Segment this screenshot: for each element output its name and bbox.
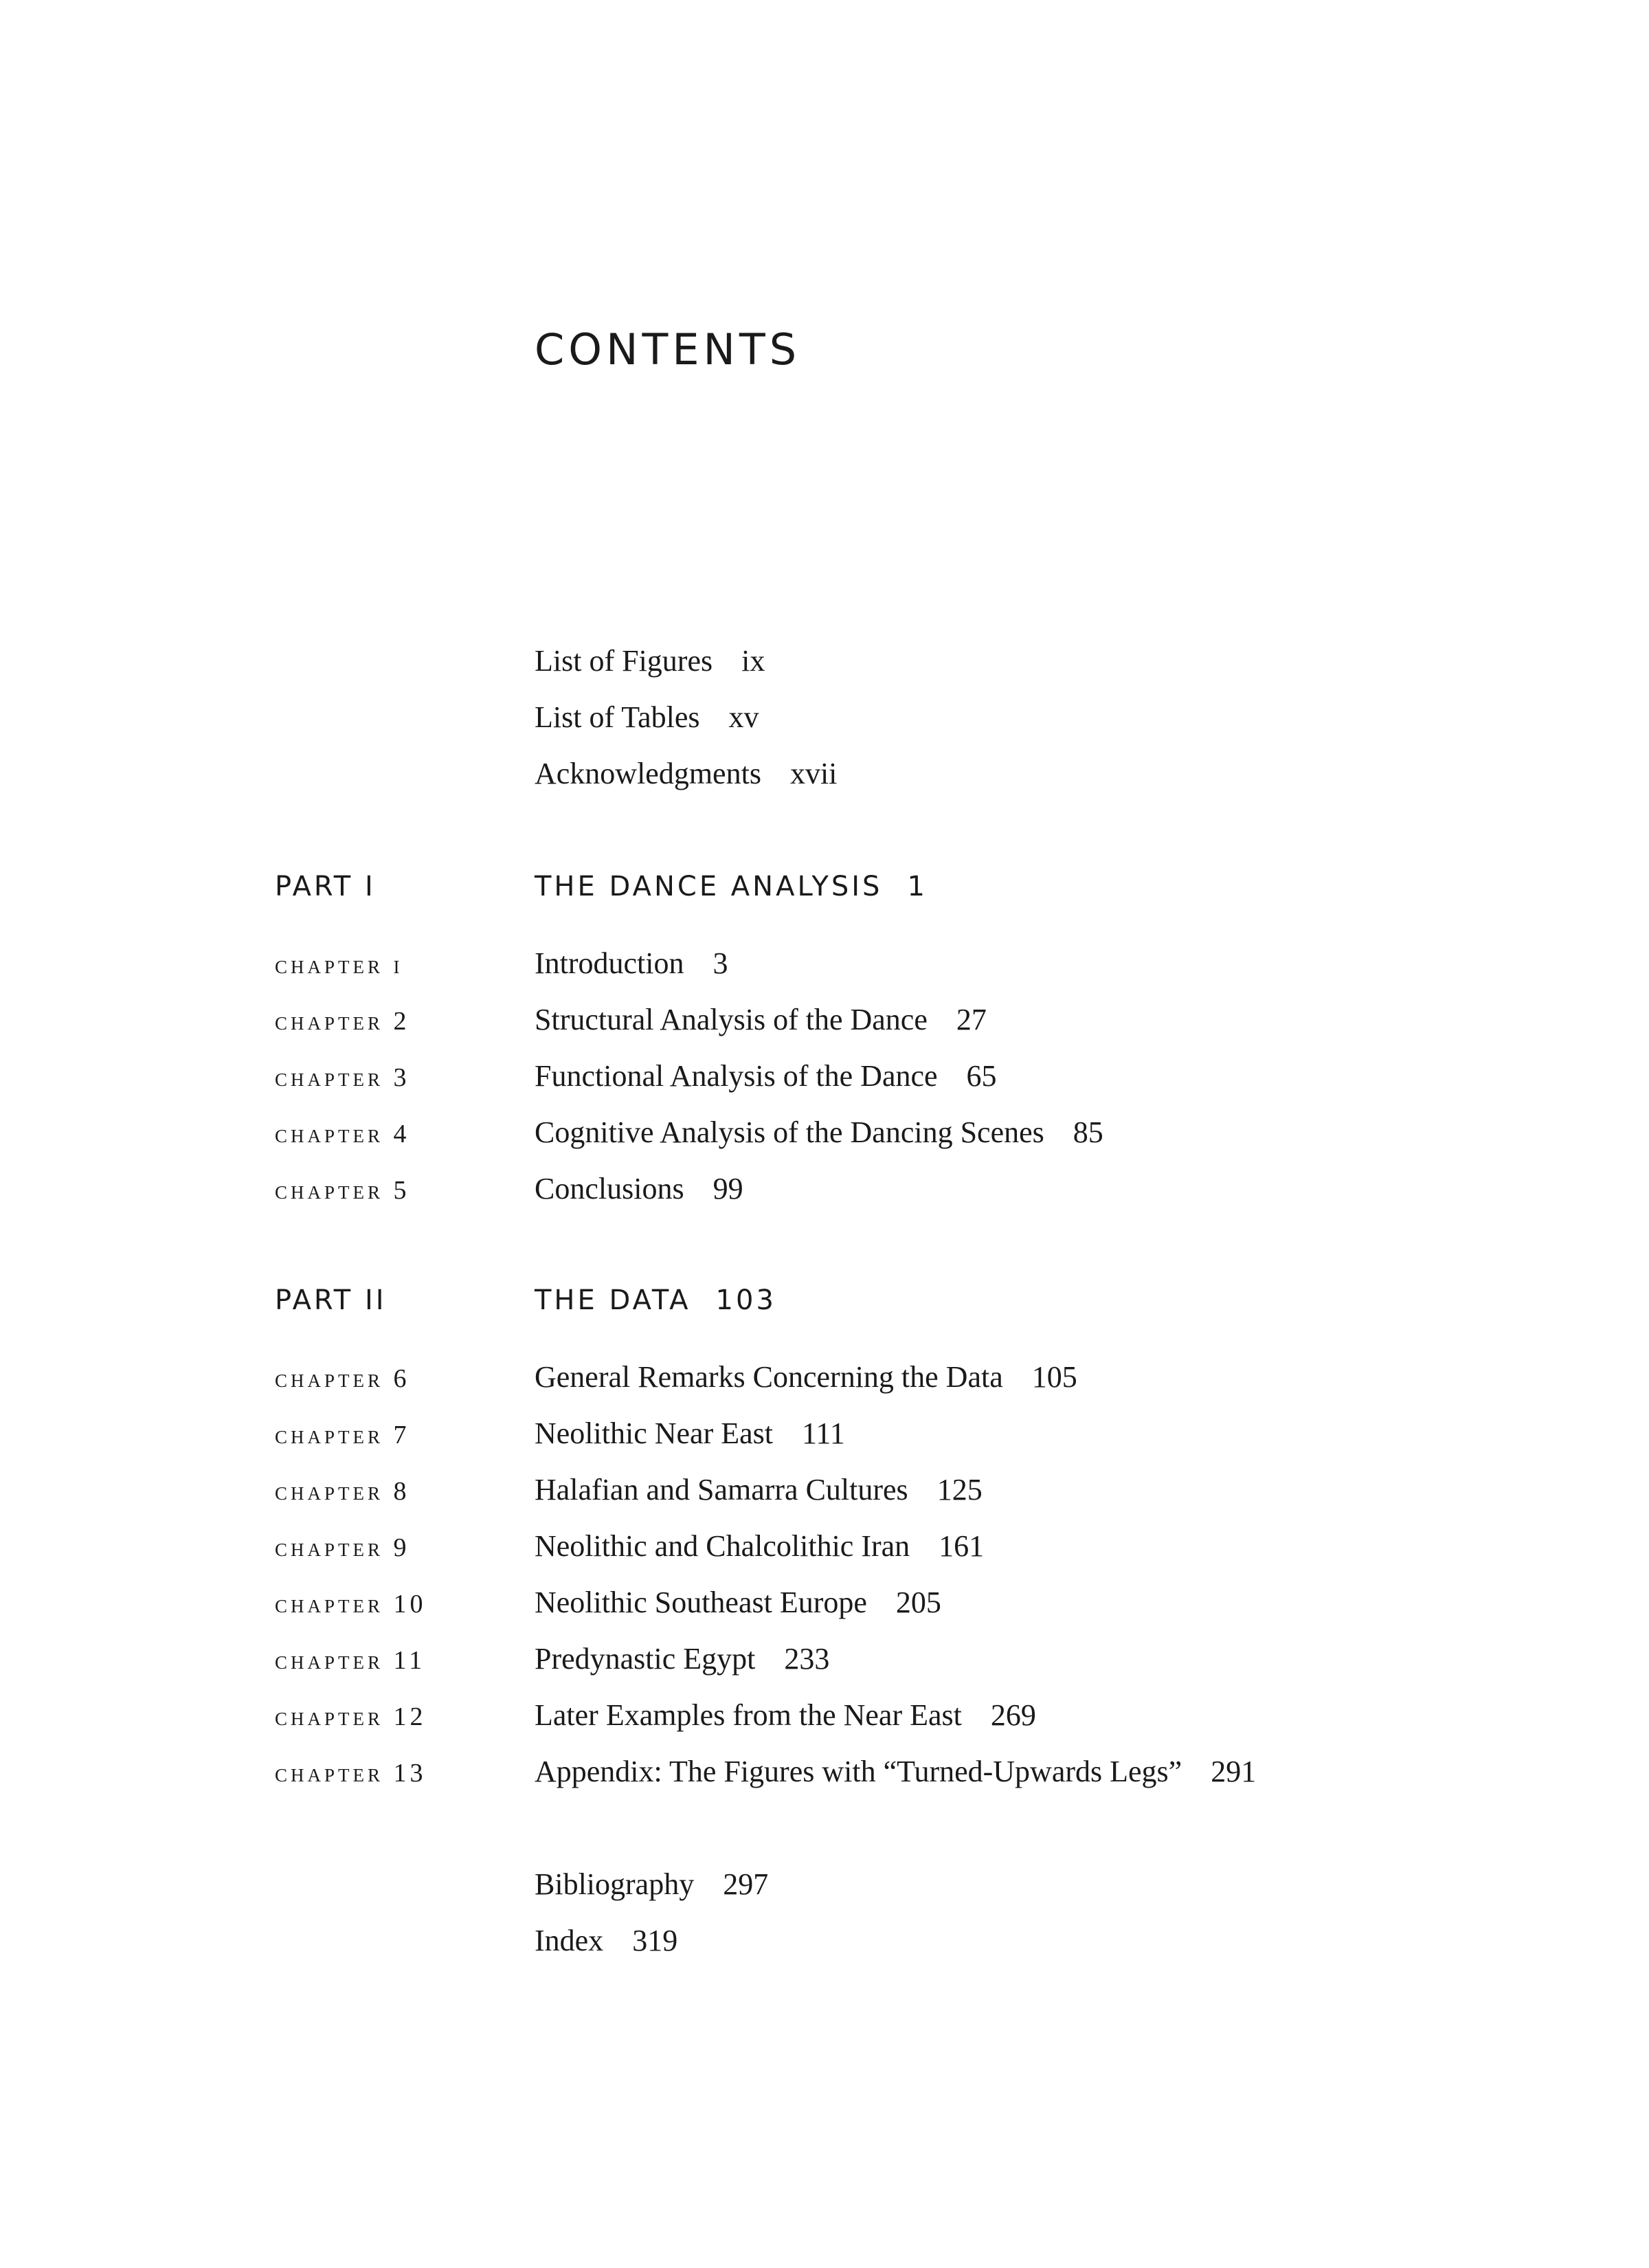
- part-title: [535, 1287, 776, 1314]
- entry-page: 111: [801, 1416, 845, 1450]
- entry-title: Neolithic Near East: [535, 1416, 773, 1450]
- entry-page: 85: [1073, 1115, 1103, 1149]
- chapter-label: chapter 6: [275, 1364, 410, 1393]
- entry-page: 105: [1031, 1360, 1077, 1394]
- entry-title: Introduction: [535, 946, 684, 980]
- front-matter-entry: [535, 702, 759, 733]
- chapter-label: chapter 7: [275, 1421, 410, 1449]
- back-matter-entry: [535, 1869, 768, 1900]
- entry-page: xv: [728, 700, 759, 734]
- entry-page: 65: [966, 1059, 997, 1093]
- entry-title: Later Examples from the Near East: [535, 1698, 962, 1732]
- entry-title: Conclusions: [535, 1172, 684, 1205]
- part-page: 1: [907, 871, 928, 902]
- front-matter-entry: [535, 759, 837, 789]
- entry-title: General Remarks Concerning the Data: [535, 1360, 1003, 1394]
- entry-page: 205: [895, 1586, 941, 1619]
- chapter-label: chapter i: [275, 950, 403, 979]
- page-title: CONTENTS: [535, 324, 801, 375]
- front-matter-entry: [535, 646, 765, 676]
- chapter-entry: [535, 1362, 1077, 1392]
- entry-page: 297: [723, 1867, 769, 1901]
- chapter-label: chapter 8: [275, 1477, 410, 1506]
- entry-title: Functional Analysis of the Dance: [535, 1059, 938, 1093]
- entry-title: Acknowledgments: [535, 757, 761, 790]
- entry-title: List of Tables: [535, 700, 700, 734]
- part-title-text: THE DATA: [535, 1285, 691, 1316]
- entry-page: ix: [741, 644, 765, 678]
- chapter-entry: [535, 1061, 997, 1091]
- entry-page: 319: [632, 1924, 678, 1957]
- entry-title: Appendix: The Figures with “Turned-Upwards Legs”: [535, 1755, 1182, 1788]
- entry-page: 233: [784, 1642, 830, 1676]
- entry-title: Neolithic and Chalcolithic Iran: [535, 1529, 910, 1563]
- entry-page: 161: [939, 1529, 985, 1563]
- part-label: PART I: [275, 871, 376, 902]
- chapter-entry: [535, 1416, 845, 1450]
- entry-page: 27: [956, 1003, 987, 1036]
- chapter-entry: [535, 1588, 941, 1618]
- back-matter-entry: [535, 1926, 677, 1956]
- chapter-label: chapter 12: [275, 1702, 427, 1731]
- chapter-label: chapter 2: [275, 1007, 410, 1036]
- chapter-entry: [535, 1475, 983, 1505]
- entry-title: Halafian and Samarra Cultures: [535, 1473, 908, 1507]
- chapter-label: chapter 4: [275, 1120, 410, 1148]
- chapter-label: chapter 9: [275, 1533, 410, 1562]
- part-page: 103: [715, 1285, 776, 1316]
- part-title-text: THE DANCE ANALYSIS: [535, 871, 883, 902]
- chapter-entry: [535, 1005, 987, 1035]
- chapter-label: chapter 10: [275, 1590, 427, 1619]
- entry-page: 269: [990, 1698, 1036, 1732]
- entry-page: xvii: [789, 757, 838, 790]
- chapter-label: chapter 3: [275, 1063, 410, 1092]
- entry-title: Neolithic Southeast Europe: [535, 1586, 867, 1619]
- chapter-label: chapter 11: [275, 1646, 426, 1675]
- entry-title: Predynastic Egypt: [535, 1642, 756, 1676]
- chapter-label: chapter 5: [275, 1176, 410, 1205]
- entry-title: List of Figures: [535, 644, 713, 678]
- part-title: [535, 873, 928, 900]
- entry-title: Cognitive Analysis of the Dancing Scenes: [535, 1115, 1044, 1149]
- entry-page: 99: [713, 1172, 743, 1205]
- chapter-entry: [535, 1174, 743, 1204]
- entry-page: 291: [1211, 1755, 1257, 1788]
- entry-page: 3: [713, 946, 728, 980]
- chapter-entry: [535, 1700, 1036, 1731]
- entry-title: Index: [535, 1924, 604, 1957]
- entry-title: Structural Analysis of the Dance: [535, 1003, 928, 1036]
- part-label: PART II: [275, 1285, 387, 1316]
- chapter-entry: [535, 1757, 1256, 1787]
- chapter-entry: [535, 948, 728, 979]
- chapter-entry: [535, 1115, 1103, 1149]
- chapter-label: chapter 13: [275, 1759, 427, 1788]
- chapter-entry: [535, 1531, 984, 1561]
- chapter-entry: [535, 1644, 829, 1674]
- entry-title: Bibliography: [535, 1867, 695, 1901]
- entry-page: 125: [936, 1473, 983, 1507]
